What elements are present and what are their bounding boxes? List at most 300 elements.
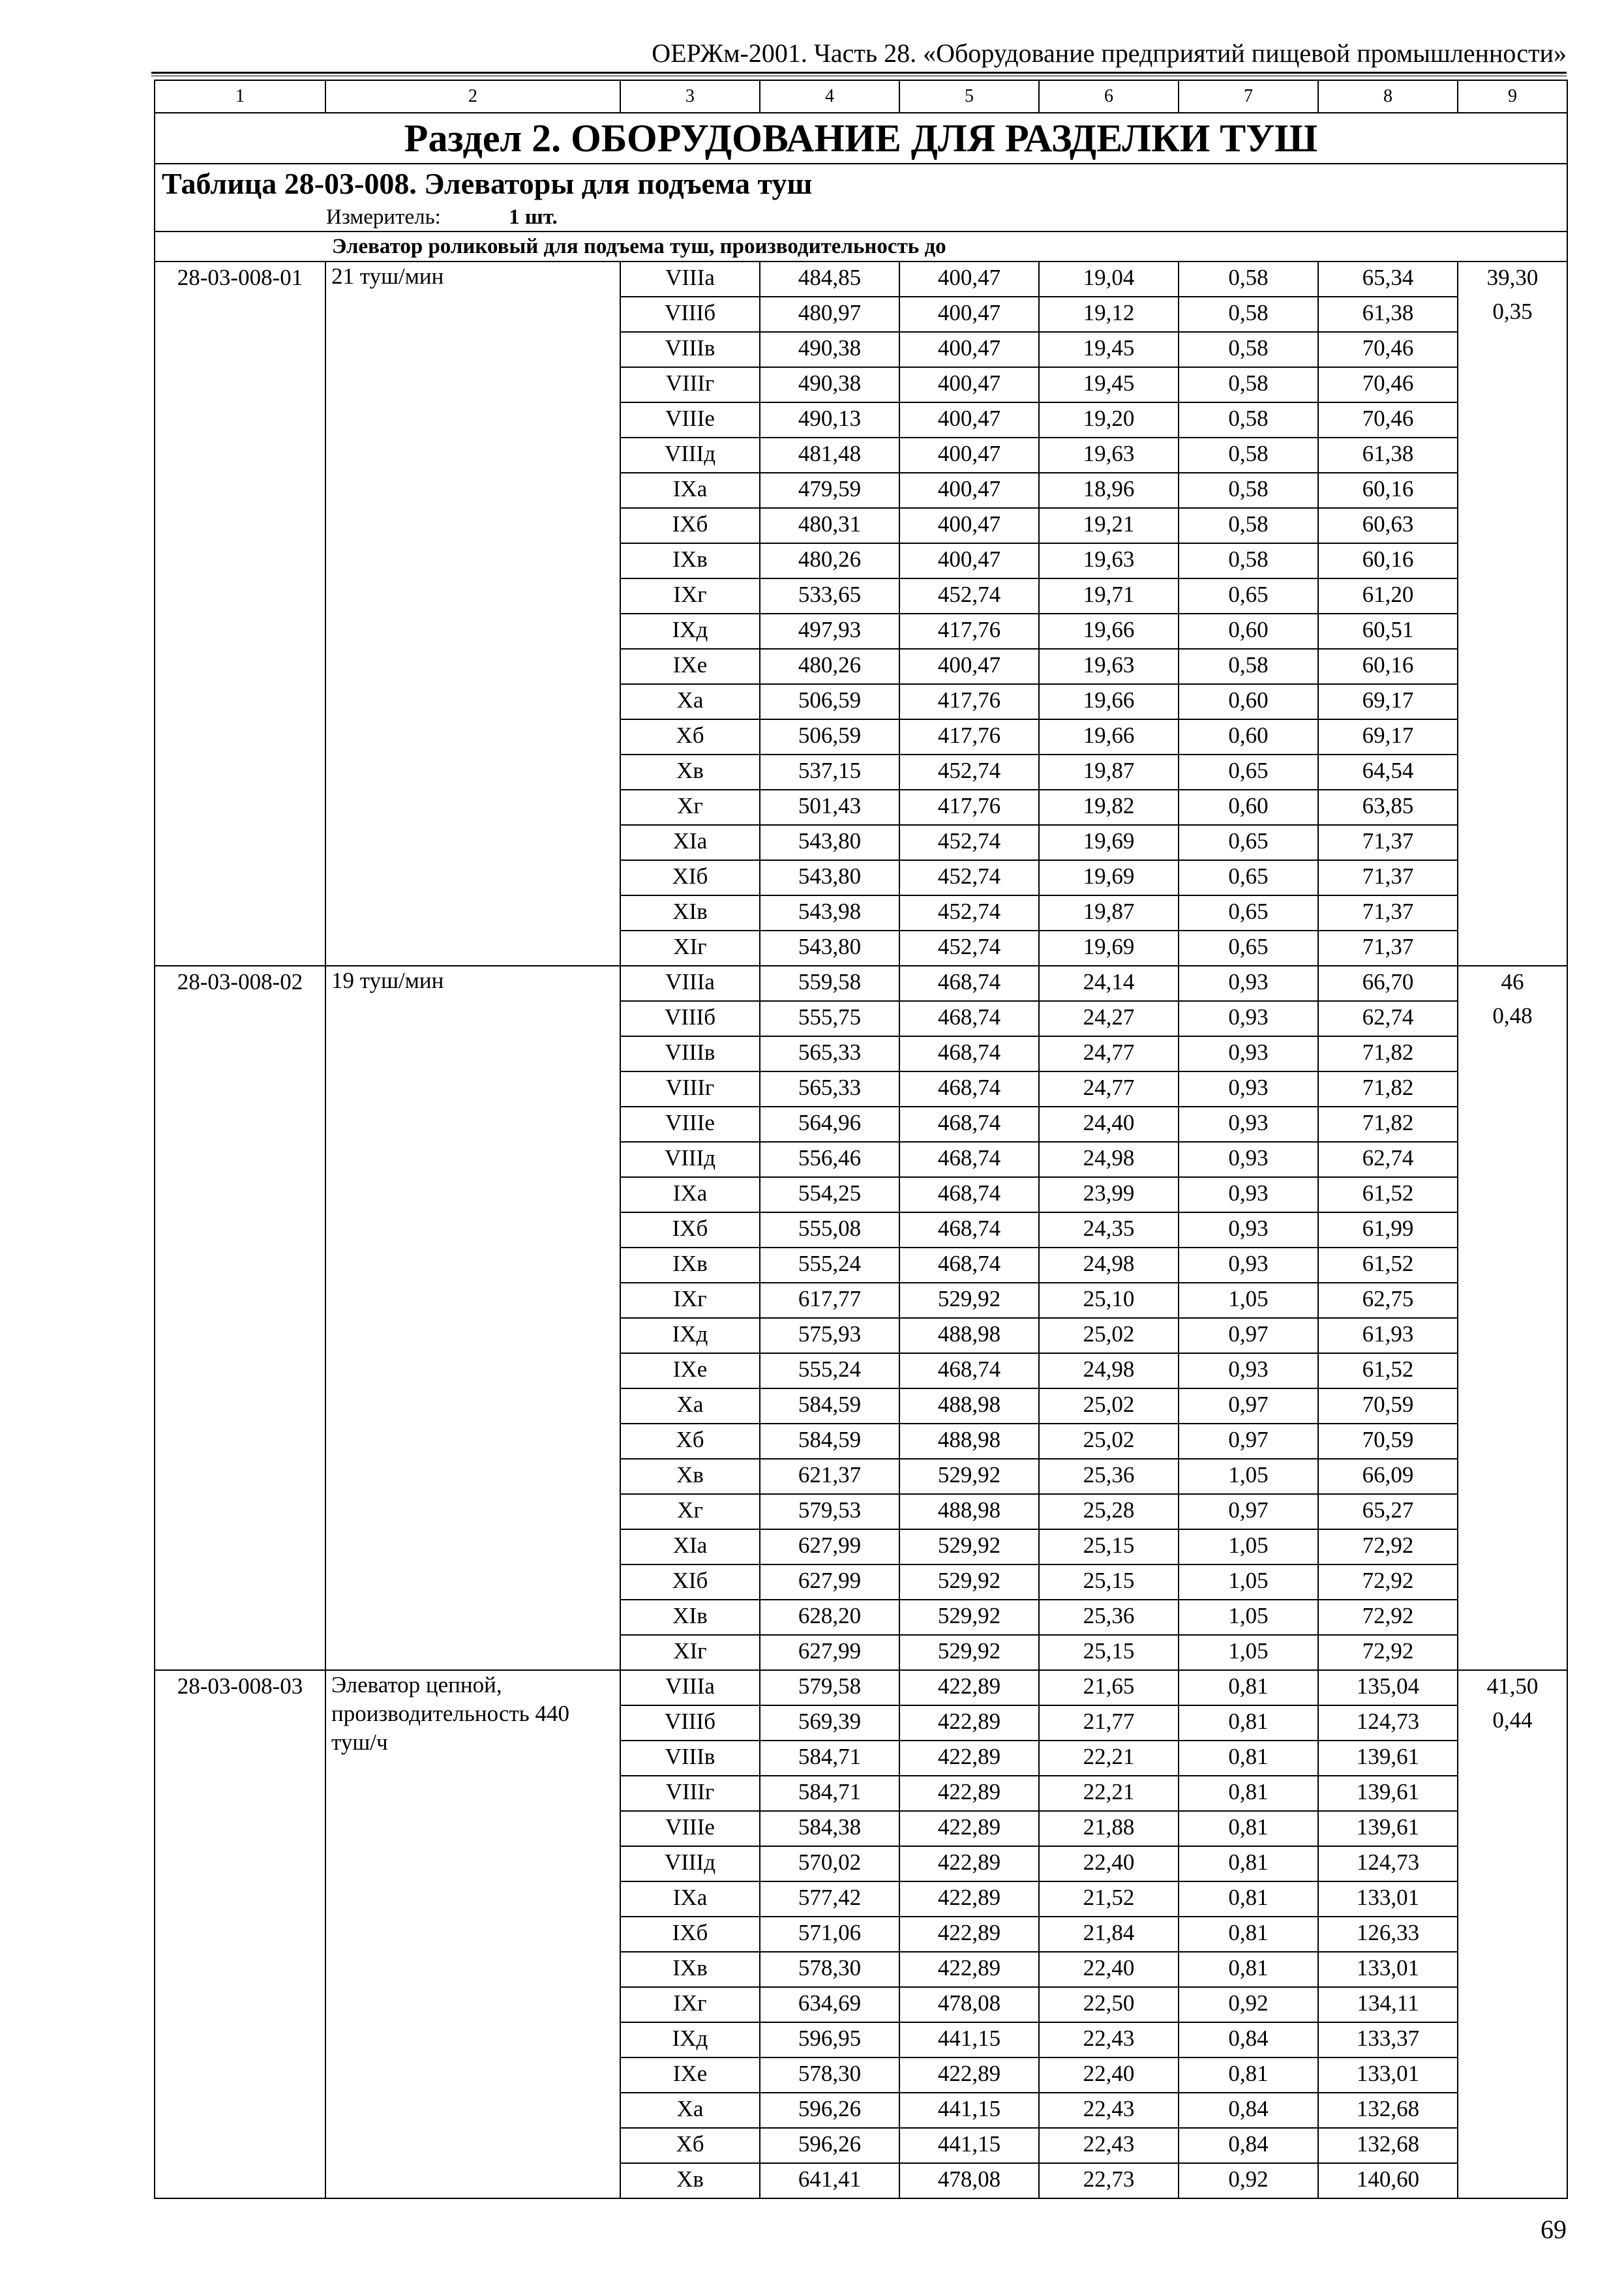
zone-cell: VIIIе bbox=[620, 402, 760, 438]
wages-cell: 529,92 bbox=[899, 1283, 1039, 1318]
machinist-wages-cell: 0,93 bbox=[1179, 1212, 1318, 1248]
zone-cell: VIIIе bbox=[620, 1811, 760, 1846]
total-cost-cell: 554,25 bbox=[760, 1177, 899, 1212]
total-cost-cell: 481,48 bbox=[760, 438, 899, 473]
column-number: 7 bbox=[1179, 80, 1318, 113]
total-cost-cell: 627,99 bbox=[760, 1529, 899, 1564]
rate-code: 28-03-008-02 bbox=[155, 966, 325, 1670]
machines-cell: 25,10 bbox=[1039, 1283, 1179, 1318]
zone-cell: VIIIе bbox=[620, 1107, 760, 1142]
total-cost-cell: 480,26 bbox=[760, 543, 899, 578]
section-row bbox=[155, 113, 1567, 164]
wages-cell: 400,47 bbox=[899, 543, 1039, 578]
machines-cell: 24,27 bbox=[1039, 1001, 1179, 1036]
wages-cell: 529,92 bbox=[899, 1529, 1039, 1564]
machines-cell: 19,87 bbox=[1039, 895, 1179, 931]
machines-cell: 25,02 bbox=[1039, 1388, 1179, 1424]
wages-cell: 452,74 bbox=[899, 755, 1039, 790]
wages-cell: 417,76 bbox=[899, 614, 1039, 649]
zone-cell: VIIIв bbox=[620, 1036, 760, 1071]
labor-hours-value: 41,50 bbox=[1486, 1673, 1539, 1699]
machinist-wages-cell: 0,81 bbox=[1179, 1776, 1318, 1811]
machines-cell: 25,36 bbox=[1039, 1459, 1179, 1494]
machines-cell: 19,20 bbox=[1039, 402, 1179, 438]
machinist-wages-cell: 0,93 bbox=[1179, 1353, 1318, 1388]
machines-cell: 22,40 bbox=[1039, 2057, 1179, 2093]
machinist-wages-cell: 1,05 bbox=[1179, 1600, 1318, 1635]
total-cost-cell: 627,99 bbox=[760, 1635, 899, 1670]
zone-cell: IXе bbox=[620, 2057, 760, 2093]
machines-cell: 18,96 bbox=[1039, 473, 1179, 508]
materials-cell: 71,82 bbox=[1318, 1071, 1458, 1107]
wages-cell: 529,92 bbox=[899, 1635, 1039, 1670]
wages-cell: 488,98 bbox=[899, 1424, 1039, 1459]
machinist-wages-cell: 0,58 bbox=[1179, 438, 1318, 473]
wages-cell: 417,76 bbox=[899, 790, 1039, 825]
materials-cell: 60,16 bbox=[1318, 473, 1458, 508]
zone-cell: IXд bbox=[620, 1318, 760, 1353]
machines-cell: 19,66 bbox=[1039, 719, 1179, 755]
total-cost-cell: 569,39 bbox=[760, 1705, 899, 1741]
group-heading: Элеватор роликовый для подъема туш, производительность до bbox=[325, 232, 1567, 262]
table-header-row bbox=[155, 164, 1567, 232]
wages-cell: 468,74 bbox=[899, 1001, 1039, 1036]
total-cost-cell: 577,42 bbox=[760, 1881, 899, 1917]
materials-cell: 61,93 bbox=[1318, 1318, 1458, 1353]
total-cost-cell: 479,59 bbox=[760, 473, 899, 508]
total-cost-cell: 578,30 bbox=[760, 2057, 899, 2093]
machines-cell: 22,43 bbox=[1039, 2093, 1179, 2128]
materials-cell: 124,73 bbox=[1318, 1705, 1458, 1741]
materials-cell: 132,68 bbox=[1318, 2128, 1458, 2163]
column-number-row bbox=[155, 80, 1567, 113]
materials-cell: 66,70 bbox=[1318, 966, 1458, 1001]
machinist-wages-cell: 0,93 bbox=[1179, 966, 1318, 1001]
wages-cell: 441,15 bbox=[899, 2128, 1039, 2163]
materials-cell: 71,82 bbox=[1318, 1107, 1458, 1142]
header-rule bbox=[151, 72, 1567, 74]
machinist-wages-cell: 0,93 bbox=[1179, 1248, 1318, 1283]
wages-cell: 400,47 bbox=[899, 438, 1039, 473]
wages-cell: 488,98 bbox=[899, 1318, 1039, 1353]
materials-cell: 61,52 bbox=[1318, 1248, 1458, 1283]
wages-cell: 468,74 bbox=[899, 1036, 1039, 1071]
machines-cell: 24,77 bbox=[1039, 1071, 1179, 1107]
materials-cell: 61,38 bbox=[1318, 438, 1458, 473]
table-row bbox=[155, 262, 1567, 297]
running-header: ОЕРЖм-2001. Часть 28. «Оборудование предприятий пищевой промышленности» bbox=[652, 38, 1567, 68]
materials-cell: 124,73 bbox=[1318, 1846, 1458, 1881]
table-row bbox=[155, 1670, 1567, 1705]
total-cost-cell: 506,59 bbox=[760, 719, 899, 755]
total-cost-cell: 570,02 bbox=[760, 1846, 899, 1881]
machinist-wages-cell: 0,60 bbox=[1179, 684, 1318, 719]
zone-cell: IXв bbox=[620, 543, 760, 578]
zone-cell: Xа bbox=[620, 2093, 760, 2128]
materials-cell: 133,01 bbox=[1318, 1952, 1458, 1987]
zone-cell: IXб bbox=[620, 508, 760, 543]
wages-cell: 400,47 bbox=[899, 402, 1039, 438]
materials-cell: 71,37 bbox=[1318, 931, 1458, 966]
wages-cell: 452,74 bbox=[899, 825, 1039, 860]
total-cost-cell: 555,24 bbox=[760, 1353, 899, 1388]
machines-cell: 24,98 bbox=[1039, 1248, 1179, 1283]
machinist-wages-cell: 0,93 bbox=[1179, 1177, 1318, 1212]
group-heading-spacer bbox=[155, 232, 325, 262]
wages-cell: 468,74 bbox=[899, 966, 1039, 1001]
machines-cell: 25,36 bbox=[1039, 1600, 1179, 1635]
machines-cell: 19,66 bbox=[1039, 614, 1179, 649]
machines-cell: 24,98 bbox=[1039, 1353, 1179, 1388]
zone-cell: IXа bbox=[620, 473, 760, 508]
wages-cell: 422,89 bbox=[899, 1846, 1039, 1881]
materials-cell: 60,63 bbox=[1318, 508, 1458, 543]
wages-cell: 441,15 bbox=[899, 2093, 1039, 2128]
total-cost-cell: 543,80 bbox=[760, 825, 899, 860]
wages-cell: 400,47 bbox=[899, 262, 1039, 297]
materials-cell: 69,17 bbox=[1318, 684, 1458, 719]
total-cost-cell: 584,71 bbox=[760, 1776, 899, 1811]
machinist-wages-cell: 0,58 bbox=[1179, 649, 1318, 684]
wages-cell: 478,08 bbox=[899, 2163, 1039, 2198]
zone-cell: XIб bbox=[620, 860, 760, 895]
machines-cell: 19,63 bbox=[1039, 543, 1179, 578]
total-cost-cell: 584,38 bbox=[760, 1811, 899, 1846]
total-cost-cell: 559,58 bbox=[760, 966, 899, 1001]
machinist-wages-cell: 0,93 bbox=[1179, 1036, 1318, 1071]
wages-cell: 488,98 bbox=[899, 1388, 1039, 1424]
total-cost-cell: 490,13 bbox=[760, 402, 899, 438]
machines-cell: 19,71 bbox=[1039, 578, 1179, 614]
zone-cell: IXе bbox=[620, 649, 760, 684]
zone-cell: Xг bbox=[620, 790, 760, 825]
wages-cell: 422,89 bbox=[899, 1917, 1039, 1952]
total-cost-cell: 555,75 bbox=[760, 1001, 899, 1036]
total-cost-cell: 480,97 bbox=[760, 297, 899, 332]
labor-hours-value: 46 bbox=[1501, 969, 1524, 995]
machinist-wages-cell: 0,65 bbox=[1179, 578, 1318, 614]
zone-cell: IXг bbox=[620, 1283, 760, 1318]
total-cost-cell: 596,95 bbox=[760, 2022, 899, 2057]
machinist-wages-cell: 0,65 bbox=[1179, 755, 1318, 790]
machines-cell: 19,63 bbox=[1039, 438, 1179, 473]
rate-name: Элеватор цепной, производительность 440 туш/ч bbox=[325, 1670, 620, 2198]
wages-cell: 452,74 bbox=[899, 860, 1039, 895]
machinist-wages-cell: 0,81 bbox=[1179, 1881, 1318, 1917]
machines-cell: 19,12 bbox=[1039, 297, 1179, 332]
labor-cost-cell bbox=[1458, 262, 1567, 966]
machinist-wages-cell: 0,81 bbox=[1179, 1670, 1318, 1705]
machinist-wages-cell: 0,65 bbox=[1179, 895, 1318, 931]
wages-cell: 441,15 bbox=[899, 2022, 1039, 2057]
machines-cell: 24,77 bbox=[1039, 1036, 1179, 1071]
total-cost-cell: 556,46 bbox=[760, 1142, 899, 1177]
wages-cell: 529,92 bbox=[899, 1459, 1039, 1494]
total-cost-cell: 571,06 bbox=[760, 1917, 899, 1952]
zone-cell: IXг bbox=[620, 1987, 760, 2022]
machines-cell: 19,21 bbox=[1039, 508, 1179, 543]
total-cost-cell: 579,58 bbox=[760, 1670, 899, 1705]
materials-cell: 132,68 bbox=[1318, 2093, 1458, 2128]
zone-cell: VIIIв bbox=[620, 1741, 760, 1776]
machines-cell: 24,35 bbox=[1039, 1212, 1179, 1248]
machinist-wages-cell: 0,81 bbox=[1179, 2057, 1318, 2093]
zone-cell: XIб bbox=[620, 1564, 760, 1600]
materials-cell: 70,46 bbox=[1318, 367, 1458, 402]
zone-cell: XIг bbox=[620, 931, 760, 966]
wages-cell: 468,74 bbox=[899, 1248, 1039, 1283]
total-cost-cell: 634,69 bbox=[760, 1987, 899, 2022]
materials-cell: 65,34 bbox=[1318, 262, 1458, 297]
rate-name: 19 туш/мин bbox=[325, 966, 620, 1670]
machines-cell: 21,65 bbox=[1039, 1670, 1179, 1705]
materials-cell: 62,74 bbox=[1318, 1142, 1458, 1177]
materials-cell: 63,85 bbox=[1318, 790, 1458, 825]
materials-cell: 140,60 bbox=[1318, 2163, 1458, 2198]
machinist-wages-cell: 0,58 bbox=[1179, 543, 1318, 578]
machinist-wages-cell: 0,92 bbox=[1179, 1987, 1318, 2022]
zone-cell: Xб bbox=[620, 1424, 760, 1459]
column-number: 1 bbox=[155, 80, 325, 113]
materials-cell: 139,61 bbox=[1318, 1776, 1458, 1811]
machinist-wages-cell: 0,58 bbox=[1179, 332, 1318, 367]
wages-cell: 400,47 bbox=[899, 473, 1039, 508]
wages-cell: 488,98 bbox=[899, 1494, 1039, 1529]
machines-cell: 22,21 bbox=[1039, 1776, 1179, 1811]
zone-cell: XIа bbox=[620, 825, 760, 860]
group-heading-row bbox=[155, 232, 1567, 262]
machines-cell: 22,50 bbox=[1039, 1987, 1179, 2022]
machinist-wages-cell: 0,97 bbox=[1179, 1318, 1318, 1353]
wages-cell: 452,74 bbox=[899, 895, 1039, 931]
machinist-wages-cell: 0,58 bbox=[1179, 473, 1318, 508]
machines-cell: 25,02 bbox=[1039, 1318, 1179, 1353]
zone-cell: Xв bbox=[620, 2163, 760, 2198]
machinist-wages-cell: 0,93 bbox=[1179, 1107, 1318, 1142]
total-cost-cell: 490,38 bbox=[760, 367, 899, 402]
materials-cell: 62,74 bbox=[1318, 1001, 1458, 1036]
wages-cell: 422,89 bbox=[899, 1952, 1039, 1987]
zone-cell: IXб bbox=[620, 1917, 760, 1952]
zone-cell: VIIIг bbox=[620, 1071, 760, 1107]
zone-cell: IXе bbox=[620, 1353, 760, 1388]
machines-cell: 21,52 bbox=[1039, 1881, 1179, 1917]
machines-cell: 24,98 bbox=[1039, 1142, 1179, 1177]
machinist-wages-cell: 0,81 bbox=[1179, 1741, 1318, 1776]
machines-cell: 25,28 bbox=[1039, 1494, 1179, 1529]
machines-cell: 19,45 bbox=[1039, 332, 1179, 367]
machinist-wages-cell: 0,58 bbox=[1179, 508, 1318, 543]
meter-line bbox=[162, 203, 1567, 231]
materials-cell: 134,11 bbox=[1318, 1987, 1458, 2022]
rate-code: 28-03-008-01 bbox=[155, 262, 325, 966]
machinist-wages-cell: 0,84 bbox=[1179, 2093, 1318, 2128]
column-number: 9 bbox=[1458, 80, 1567, 113]
materials-cell: 72,92 bbox=[1318, 1600, 1458, 1635]
table-row bbox=[155, 966, 1567, 1001]
machines-cell: 24,40 bbox=[1039, 1107, 1179, 1142]
machines-cell: 19,04 bbox=[1039, 262, 1179, 297]
column-number: 4 bbox=[760, 80, 899, 113]
wages-cell: 422,89 bbox=[899, 1776, 1039, 1811]
total-cost-cell: 490,38 bbox=[760, 332, 899, 367]
materials-cell: 60,51 bbox=[1318, 614, 1458, 649]
machinist-wages-cell: 1,05 bbox=[1179, 1635, 1318, 1670]
wages-cell: 422,89 bbox=[899, 1705, 1039, 1741]
machinist-wages-cell: 0,93 bbox=[1179, 1142, 1318, 1177]
zone-cell: VIIIб bbox=[620, 1001, 760, 1036]
materials-cell: 60,16 bbox=[1318, 543, 1458, 578]
rates-table bbox=[154, 80, 1568, 2199]
total-cost-cell: 543,98 bbox=[760, 895, 899, 931]
machines-cell: 19,69 bbox=[1039, 825, 1179, 860]
wages-cell: 400,47 bbox=[899, 508, 1039, 543]
wages-cell: 422,89 bbox=[899, 1741, 1039, 1776]
machines-cell: 22,21 bbox=[1039, 1741, 1179, 1776]
total-cost-cell: 533,65 bbox=[760, 578, 899, 614]
machinist-wages-cell: 0,93 bbox=[1179, 1071, 1318, 1107]
materials-cell: 70,46 bbox=[1318, 332, 1458, 367]
zone-cell: IXа bbox=[620, 1881, 760, 1917]
wages-cell: 422,89 bbox=[899, 1811, 1039, 1846]
machinist-labor-value: 0,44 bbox=[1492, 1707, 1533, 1733]
materials-cell: 139,61 bbox=[1318, 1741, 1458, 1776]
materials-cell: 61,20 bbox=[1318, 578, 1458, 614]
zone-cell: VIIIа bbox=[620, 1670, 760, 1705]
column-number: 8 bbox=[1318, 80, 1458, 113]
total-cost-cell: 565,33 bbox=[760, 1036, 899, 1071]
zone-cell: XIа bbox=[620, 1529, 760, 1564]
zone-cell: XIв bbox=[620, 895, 760, 931]
machines-cell: 25,15 bbox=[1039, 1635, 1179, 1670]
materials-cell: 133,01 bbox=[1318, 2057, 1458, 2093]
machines-cell: 22,43 bbox=[1039, 2022, 1179, 2057]
machinist-wages-cell: 0,58 bbox=[1179, 297, 1318, 332]
machinist-wages-cell: 0,60 bbox=[1179, 719, 1318, 755]
total-cost-cell: 555,08 bbox=[760, 1212, 899, 1248]
machines-cell: 22,73 bbox=[1039, 2163, 1179, 2198]
total-cost-cell: 484,85 bbox=[760, 262, 899, 297]
page-number: 69 bbox=[1541, 2215, 1567, 2244]
machinist-wages-cell: 1,05 bbox=[1179, 1529, 1318, 1564]
materials-cell: 61,99 bbox=[1318, 1212, 1458, 1248]
machines-cell: 19,45 bbox=[1039, 367, 1179, 402]
wages-cell: 468,74 bbox=[899, 1107, 1039, 1142]
zone-cell: VIIIд bbox=[620, 438, 760, 473]
zone-cell: IXд bbox=[620, 2022, 760, 2057]
wages-cell: 422,89 bbox=[899, 1670, 1039, 1705]
total-cost-cell: 506,59 bbox=[760, 684, 899, 719]
materials-cell: 70,59 bbox=[1318, 1424, 1458, 1459]
machinist-labor-value: 0,35 bbox=[1492, 299, 1533, 324]
column-number: 3 bbox=[620, 80, 760, 113]
wages-cell: 400,47 bbox=[899, 367, 1039, 402]
total-cost-cell: 584,71 bbox=[760, 1741, 899, 1776]
machinist-wages-cell: 0,65 bbox=[1179, 931, 1318, 966]
materials-cell: 61,38 bbox=[1318, 297, 1458, 332]
zone-cell: Xб bbox=[620, 719, 760, 755]
machines-cell: 19,82 bbox=[1039, 790, 1179, 825]
machinist-wages-cell: 1,05 bbox=[1179, 1459, 1318, 1494]
wages-cell: 468,74 bbox=[899, 1353, 1039, 1388]
total-cost-cell: 497,93 bbox=[760, 614, 899, 649]
column-number: 2 bbox=[325, 80, 620, 113]
wages-cell: 468,74 bbox=[899, 1142, 1039, 1177]
machinist-wages-cell: 0,60 bbox=[1179, 614, 1318, 649]
machines-cell: 19,69 bbox=[1039, 860, 1179, 895]
total-cost-cell: 565,33 bbox=[760, 1071, 899, 1107]
machinist-wages-cell: 0,58 bbox=[1179, 367, 1318, 402]
wages-cell: 468,74 bbox=[899, 1071, 1039, 1107]
zone-cell: XIг bbox=[620, 1635, 760, 1670]
materials-cell: 62,75 bbox=[1318, 1283, 1458, 1318]
materials-cell: 135,04 bbox=[1318, 1670, 1458, 1705]
zone-cell: VIIIа bbox=[620, 262, 760, 297]
wages-cell: 452,74 bbox=[899, 931, 1039, 966]
machines-cell: 25,15 bbox=[1039, 1564, 1179, 1600]
total-cost-cell: 537,15 bbox=[760, 755, 899, 790]
machinist-wages-cell: 0,81 bbox=[1179, 1705, 1318, 1741]
total-cost-cell: 480,26 bbox=[760, 649, 899, 684]
machinist-wages-cell: 0,60 bbox=[1179, 790, 1318, 825]
machinist-wages-cell: 0,97 bbox=[1179, 1494, 1318, 1529]
zone-cell: VIIIг bbox=[620, 1776, 760, 1811]
zone-cell: VIIIд bbox=[620, 1142, 760, 1177]
total-cost-cell: 555,24 bbox=[760, 1248, 899, 1283]
machinist-wages-cell: 0,58 bbox=[1179, 262, 1318, 297]
materials-cell: 71,37 bbox=[1318, 895, 1458, 931]
machinist-wages-cell: 0,84 bbox=[1179, 2022, 1318, 2057]
wages-cell: 529,92 bbox=[899, 1564, 1039, 1600]
materials-cell: 71,82 bbox=[1318, 1036, 1458, 1071]
machines-cell: 22,43 bbox=[1039, 2128, 1179, 2163]
machines-cell: 19,63 bbox=[1039, 649, 1179, 684]
wages-cell: 422,89 bbox=[899, 1881, 1039, 1917]
materials-cell: 72,92 bbox=[1318, 1635, 1458, 1670]
zone-cell: Xг bbox=[620, 1494, 760, 1529]
materials-cell: 71,37 bbox=[1318, 860, 1458, 895]
materials-cell: 139,61 bbox=[1318, 1811, 1458, 1846]
table-title: Таблица 28-03-008. Элеваторы для подъема туш bbox=[162, 167, 813, 200]
total-cost-cell: 628,20 bbox=[760, 1600, 899, 1635]
total-cost-cell: 575,93 bbox=[760, 1318, 899, 1353]
zone-cell: VIIIд bbox=[620, 1846, 760, 1881]
zone-cell: IXв bbox=[620, 1952, 760, 1987]
machines-cell: 21,88 bbox=[1039, 1811, 1179, 1846]
materials-cell: 72,92 bbox=[1318, 1529, 1458, 1564]
machinist-wages-cell: 0,81 bbox=[1179, 1952, 1318, 1987]
zone-cell: Xв bbox=[620, 1459, 760, 1494]
zone-cell: VIIIб bbox=[620, 297, 760, 332]
machinist-wages-cell: 0,92 bbox=[1179, 2163, 1318, 2198]
machinist-wages-cell: 0,58 bbox=[1179, 402, 1318, 438]
meter-label: Измеритель: bbox=[326, 205, 441, 229]
machines-cell: 19,87 bbox=[1039, 755, 1179, 790]
zone-cell: VIIIб bbox=[620, 1705, 760, 1741]
zone-cell: VIIIв bbox=[620, 332, 760, 367]
machinist-wages-cell: 0,84 bbox=[1179, 2128, 1318, 2163]
zone-cell: IXд bbox=[620, 614, 760, 649]
total-cost-cell: 543,80 bbox=[760, 931, 899, 966]
machinist-wages-cell: 0,97 bbox=[1179, 1388, 1318, 1424]
rate-code: 28-03-008-03 bbox=[155, 1670, 325, 2198]
machines-cell: 25,02 bbox=[1039, 1424, 1179, 1459]
machinist-wages-cell: 0,65 bbox=[1179, 860, 1318, 895]
machinist-labor-value: 0,48 bbox=[1492, 1003, 1533, 1028]
machinist-wages-cell: 1,05 bbox=[1179, 1283, 1318, 1318]
materials-cell: 126,33 bbox=[1318, 1917, 1458, 1952]
total-cost-cell: 617,77 bbox=[760, 1283, 899, 1318]
